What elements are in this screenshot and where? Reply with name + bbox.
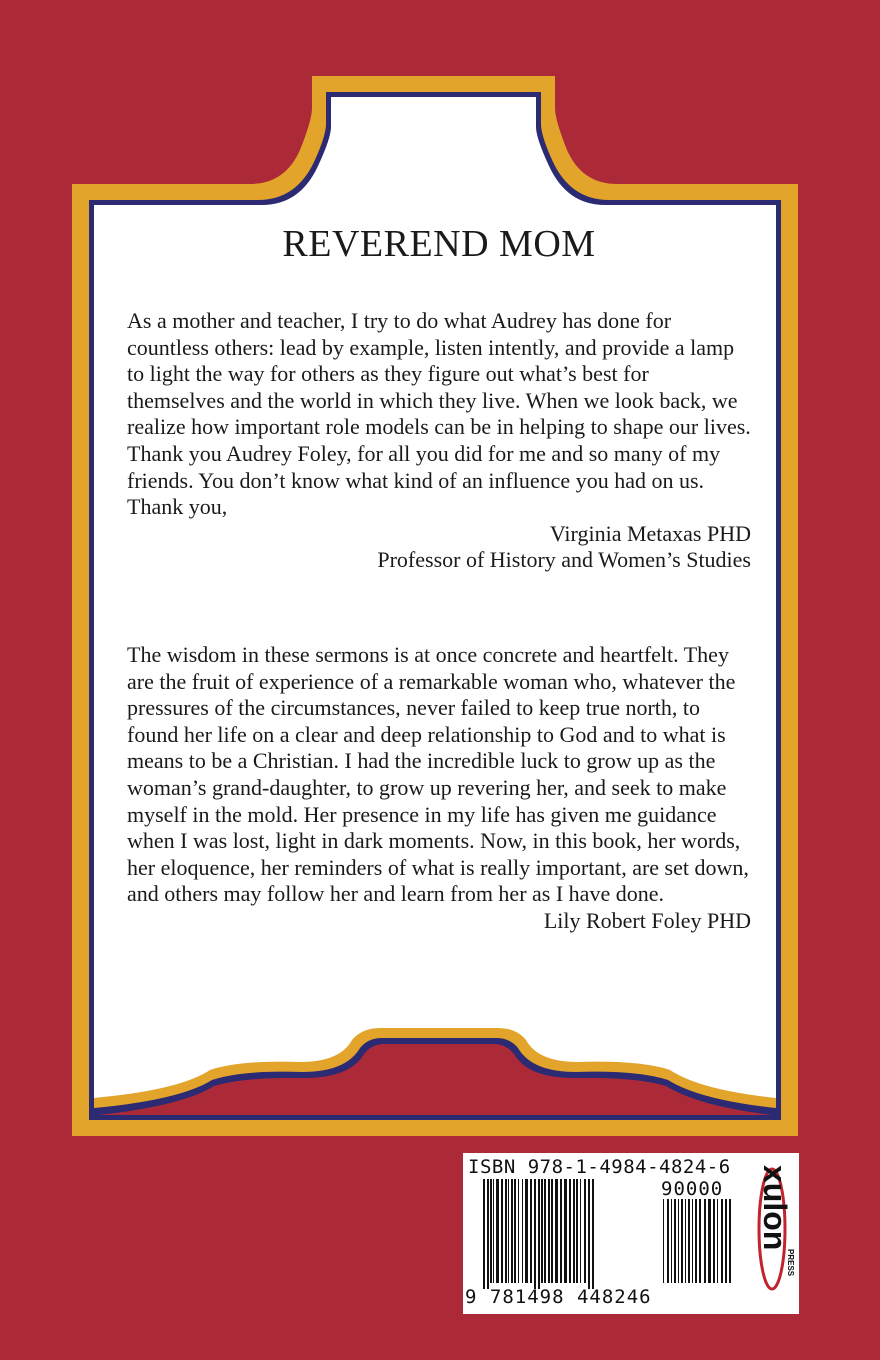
barcode-bar [534,1179,536,1289]
barcode-bar [544,1179,546,1283]
barcode-bar [501,1179,503,1283]
barcode-bar [493,1179,494,1283]
section-spacer [127,574,751,642]
barcode-bar [695,1199,697,1283]
barcode-bar [729,1199,731,1283]
barcode-bar [508,1179,509,1283]
testimonial-2-text: The wisdom in these sermons is at once concrete and heartfelt. They are the fruit of experience of a remarkable woman who, whatever the pressures of the circumstances, never failed to keep true north, to found her life on a clear and deep relationship to God and to what is means to be a Christian. I had the incredible luck to grow up as the woman’s grand-daughter, to grow up revering her, and seek to make myself in the mold. Her presence in my life has given me guidance when I was lost, light in dark moments. Now, in this book, her words, her eloquence, her reminders of what is really important, are set down, and others may follow her and learn from her as I have done. [127,641,749,907]
testimonial-1-author: Virginia Metaxas PHD [549,520,751,546]
barcode-bar [678,1199,679,1283]
barcode-bar [713,1199,715,1283]
barcode-bar [704,1199,706,1283]
isbn-barcode-box [463,1153,799,1314]
barcode-bar [573,1179,575,1283]
isbn-label: ISBN 978-1-4984-4824-6 [468,1156,731,1178]
barcode-bar [663,1199,664,1283]
barcode-bar [576,1179,578,1283]
barcode-bar [674,1199,676,1283]
barcode-bar [548,1179,550,1283]
publisher-name: xulon [757,1165,793,1251]
barcode-bar [688,1199,690,1283]
barcode-bar [588,1179,590,1289]
barcode-bar [551,1179,553,1283]
barcode-bar [555,1179,558,1283]
barcode-bar [725,1199,727,1283]
barcode-bar [708,1199,711,1283]
xulon-press-logo [750,1157,794,1307]
barcode-bar [592,1179,594,1289]
testimonial-1-closing: Thank you, [127,494,228,520]
price-code: 90000 [661,1178,724,1200]
barcode-bar [525,1179,528,1283]
barcode-bar [522,1179,523,1283]
testimonial-2-author: Lily Robert Foley PHD [543,907,751,933]
barcode-bar [511,1179,513,1283]
barcode-bar [717,1199,718,1283]
barcode-bar [681,1199,683,1283]
barcode-bar [487,1179,489,1289]
ean-digits: 9 781498 448246 [465,1286,652,1308]
barcode-bar [483,1179,485,1289]
barcode-bar [685,1199,686,1283]
back-cover-text [127,222,751,934]
barcode-bar [514,1179,516,1283]
barcode-bar [538,1179,540,1289]
barcode-bar [671,1199,672,1283]
barcode-bar [496,1179,499,1283]
barcode-bar [692,1199,693,1283]
barcode-bar [518,1179,519,1283]
barcode-bar [530,1179,532,1283]
barcode-bar [667,1199,669,1283]
publisher-sub: PRESS [786,1249,795,1277]
book-title: REVEREND MOM [282,223,596,265]
barcode-bar [721,1199,723,1283]
barcode-bar [580,1179,581,1283]
barcode-bar [584,1179,586,1283]
testimonial-1-author-title: Professor of History and Women’s Studies [377,547,751,573]
barcode-bar [569,1179,571,1283]
barcode-bar [505,1179,507,1283]
barcode-bar [564,1179,567,1283]
testimonial-1-text: As a mother and teacher, I try to do what Audrey has done for countless others: lead by example, listen intently, and provide a lamp to light the way for others as they figure out what’s best for themselves and the world in which they live. When we look back, we realize how important role models can be in helping to shape our lives. Thank you Audrey Foley, for all you did for me and so many of my friends. You don’t know what kind of an influence you had on us. [127,308,751,493]
barcode-bar [541,1179,543,1283]
barcode-bar [560,1179,562,1283]
barcode-bar [490,1179,492,1283]
barcode-bar [699,1199,701,1283]
